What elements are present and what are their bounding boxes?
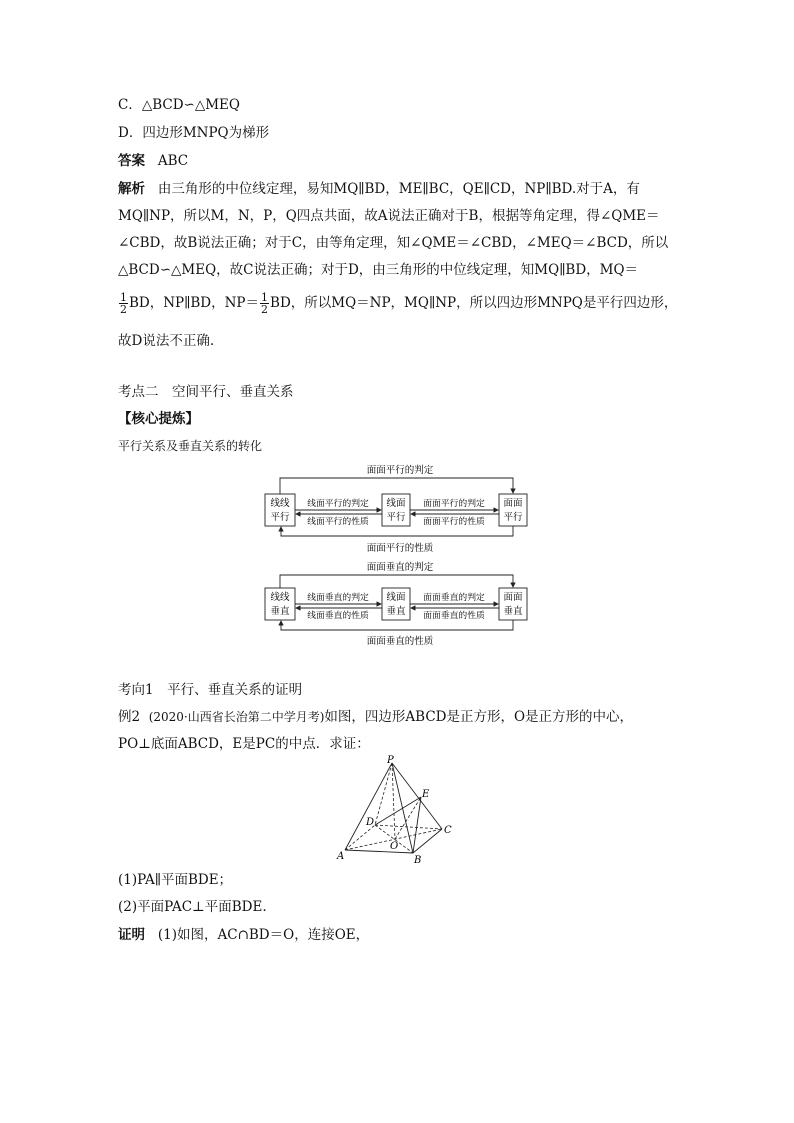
vertex-label-c: C (444, 825, 452, 836)
vertex-label-a: A (337, 851, 345, 862)
parallel-top-label: 面面平行的判定 (366, 465, 434, 476)
arrow-label: 面面垂直的判定 (423, 593, 485, 603)
proof-label: 证明 (118, 927, 145, 943)
analysis-label: 解析 (118, 181, 145, 197)
fraction-half: $\frac{1}{2}$ (261, 291, 269, 316)
analysis-text-5a: BD，NP∥BD，NP＝ (129, 295, 260, 311)
option-d: D．四边形MNPQ为梯形 (118, 125, 270, 141)
box-text: 垂直 (270, 606, 290, 617)
box-text: 垂直 (503, 606, 523, 617)
vertex-label-e: E (422, 789, 430, 800)
arrow-label: 面面平行的判定 (423, 499, 485, 509)
vertex-label-p: P (387, 755, 394, 766)
section-title: 考点二 空间平行、垂直关系 (118, 384, 294, 400)
question-1: (1)PA∥平面BDE； (118, 872, 233, 888)
pyramid-figure (335, 755, 465, 865)
parallel-diagram (255, 460, 545, 560)
question-2: (2)平面PAC⊥平面BDE. (118, 899, 267, 915)
diagram-subtitle: 平行关系及垂直关系的转化 (118, 439, 263, 453)
option-c: C．△BCD∽△MEQ (118, 97, 240, 113)
example-text-1: 如图，四边形ABCD是正方形，O是正方形的中心， (324, 709, 634, 725)
perp-top-label: 面面垂直的判定 (366, 562, 434, 573)
example-line-2: PO⊥底面ABCD，E是PC的中点．求证： (118, 736, 370, 752)
parallel-bottom-label: 面面平行的性质 (366, 543, 434, 554)
arrow-label: 线面垂直的判定 (307, 593, 369, 603)
proof-text-1: (1)如图，AC∩BD＝O，连接OE， (157, 927, 370, 943)
proof-line-1 (118, 926, 369, 944)
box-text: 线线 (270, 592, 290, 603)
fraction-half: $\frac{1}{2}$ (120, 291, 127, 316)
example-label: 例2 (118, 709, 141, 725)
box-text: 平行 (270, 512, 290, 523)
example-line-1 (118, 708, 633, 726)
box-text: 面面 (503, 592, 523, 603)
vertex-label-b: B (414, 855, 422, 865)
answer-label: 答案 (118, 153, 145, 169)
arrow-label: 线面平行的性质 (307, 517, 369, 527)
analysis-text-1: 由三角形的中位线定理，易知MQ∥BD，ME∥BC，QE∥CD，NP∥BD.对于A，有 (157, 181, 640, 197)
box-text: 垂直 (386, 606, 406, 617)
analysis-line-2: MQ∥NP，所以M，N，P，Q四点共面，故A说法正确对于B，根据等角定理，得∠QME＝ (118, 208, 660, 224)
box-text: 平行 (503, 512, 523, 523)
vertex-label-o: O (390, 841, 399, 852)
example-source: (2020·山西省长治第二中学月考) (148, 710, 325, 724)
analysis-text-5b: BD，所以MQ＝NP，MQ∥NP，所以四边形MNPQ是平行四边形， (270, 295, 678, 311)
direction-title: 考向1 平行、垂直关系的证明 (118, 682, 303, 698)
answer-line (118, 152, 188, 170)
analysis-line-3: ∠CBD，故B说法正确；对于C，由等角定理，知∠QME＝∠CBD，∠MEQ＝∠BCD，所以 (118, 235, 669, 251)
analysis-line-5 (118, 290, 677, 316)
perpendicular-diagram (255, 558, 545, 653)
box-text: 线线 (270, 498, 290, 509)
box-text: 面面 (503, 498, 523, 509)
arrow-label: 面面平行的性质 (423, 517, 485, 527)
arrow-label: 面面垂直的性质 (423, 611, 485, 621)
vertex-label-d: D (366, 817, 375, 828)
box-text: 线面 (386, 592, 406, 603)
box-text: 平行 (386, 512, 406, 523)
analysis-line-4: △BCD∽△MEQ，故C说法正确；对于D，由三角形的中位线定理，知MQ∥BD，MQ＝ (118, 262, 639, 278)
box-text: 线面 (386, 498, 406, 509)
answer-value: ABC (157, 153, 189, 169)
arrow-label: 线面平行的判定 (307, 499, 369, 509)
perp-bottom-label: 面面垂直的性质 (366, 636, 434, 647)
analysis-line-6: 故D说法不正确. (118, 333, 215, 349)
core-heading: 【核心提炼】 (118, 411, 199, 427)
arrow-label: 线面垂直的性质 (307, 611, 369, 621)
analysis-line-1 (118, 180, 640, 198)
